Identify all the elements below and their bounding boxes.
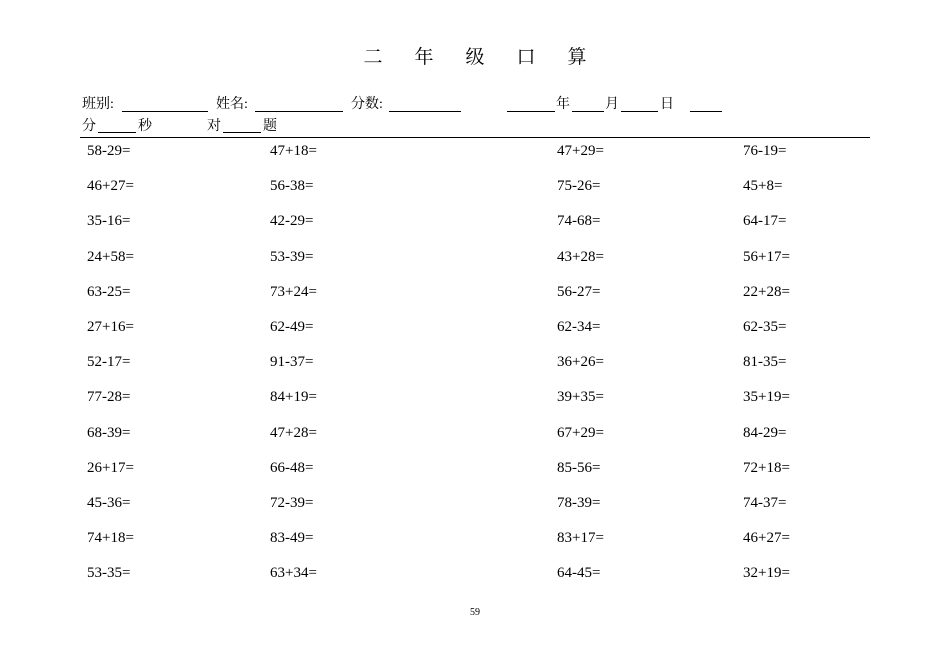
problem: 91-37= bbox=[270, 354, 314, 371]
problem: 73+24= bbox=[270, 283, 317, 300]
problem: 24+58= bbox=[87, 248, 134, 265]
problem: 46+27= bbox=[743, 530, 790, 547]
title-char: 级 bbox=[465, 47, 485, 68]
problem: 53-39= bbox=[270, 248, 314, 265]
month-blank[interactable] bbox=[572, 111, 604, 112]
problem: 67+29= bbox=[557, 424, 604, 441]
problem: 72-39= bbox=[270, 495, 314, 511]
problem: 47+18= bbox=[270, 143, 317, 159]
score-label: 分数: bbox=[351, 97, 383, 112]
problem: 77-28= bbox=[87, 389, 131, 406]
problem: 64-17= bbox=[743, 213, 787, 230]
name-blank[interactable] bbox=[255, 111, 343, 112]
problem: 56-38= bbox=[270, 178, 314, 195]
problem: 56-27= bbox=[557, 283, 601, 300]
problem: 58-29= bbox=[87, 143, 131, 159]
problem: 62-34= bbox=[557, 319, 601, 335]
minute-blank[interactable] bbox=[98, 132, 136, 133]
problem: 46+27= bbox=[87, 178, 134, 195]
problem: 26+17= bbox=[87, 459, 134, 476]
problem: 84-29= bbox=[743, 424, 787, 441]
problem: 68-39= bbox=[87, 424, 131, 441]
extra-blank[interactable] bbox=[690, 111, 722, 112]
problem: 53-35= bbox=[87, 565, 131, 582]
problem: 78-39= bbox=[557, 495, 601, 511]
title-char: 口 bbox=[516, 47, 536, 68]
title-char: 年 bbox=[414, 47, 434, 68]
year-label: 年 bbox=[556, 97, 570, 112]
page-number: 59 bbox=[470, 607, 480, 618]
problem: 76-19= bbox=[743, 143, 787, 159]
problem: 39+35= bbox=[557, 389, 604, 406]
problem: 22+28= bbox=[743, 283, 790, 300]
problem: 27+16= bbox=[87, 319, 134, 335]
problem: 62-49= bbox=[270, 319, 314, 335]
correct-blank[interactable] bbox=[223, 132, 261, 133]
year-blank[interactable] bbox=[507, 111, 555, 112]
problem: 35-16= bbox=[87, 213, 131, 230]
question-label: 题 bbox=[263, 119, 277, 134]
problem: 74-68= bbox=[557, 213, 601, 230]
title-char: 算 bbox=[567, 47, 587, 68]
problem: 63+34= bbox=[270, 565, 317, 582]
problem: 45-36= bbox=[87, 495, 131, 511]
problem: 83-49= bbox=[270, 530, 314, 547]
problem: 81-35= bbox=[743, 354, 787, 371]
problem: 75-26= bbox=[557, 178, 601, 195]
class-label: 班别: bbox=[82, 97, 114, 112]
worksheet-title bbox=[0, 42, 950, 69]
day-blank[interactable] bbox=[621, 111, 658, 112]
problem: 43+28= bbox=[557, 248, 604, 265]
problem: 47+29= bbox=[557, 143, 604, 159]
day-label: 日 bbox=[660, 97, 674, 112]
problem: 32+19= bbox=[743, 565, 790, 582]
problem: 74-37= bbox=[743, 495, 787, 511]
problem: 56+17= bbox=[743, 248, 790, 265]
header-divider bbox=[80, 137, 870, 138]
problem: 72+18= bbox=[743, 459, 790, 476]
second-label: 秒 bbox=[138, 119, 152, 134]
problem: 85-56= bbox=[557, 459, 601, 476]
problem: 63-25= bbox=[87, 283, 131, 300]
problem: 83+17= bbox=[557, 530, 604, 547]
problem: 47+28= bbox=[270, 424, 317, 441]
problem: 45+8= bbox=[743, 178, 783, 195]
problem: 64-45= bbox=[557, 565, 601, 582]
problem: 36+26= bbox=[557, 354, 604, 371]
minute-label: 分 bbox=[82, 119, 96, 134]
correct-label: 对 bbox=[207, 119, 221, 134]
problem: 66-48= bbox=[270, 459, 314, 476]
title-char: 二 bbox=[363, 47, 383, 68]
score-blank[interactable] bbox=[389, 111, 461, 112]
problem: 62-35= bbox=[743, 319, 787, 335]
problem: 52-17= bbox=[87, 354, 131, 371]
problem: 35+19= bbox=[743, 389, 790, 406]
month-label: 月 bbox=[605, 97, 619, 112]
name-label: 姓名: bbox=[216, 97, 248, 112]
class-blank[interactable] bbox=[122, 111, 208, 112]
problem: 74+18= bbox=[87, 530, 134, 547]
problem: 42-29= bbox=[270, 213, 314, 230]
problem: 84+19= bbox=[270, 389, 317, 406]
